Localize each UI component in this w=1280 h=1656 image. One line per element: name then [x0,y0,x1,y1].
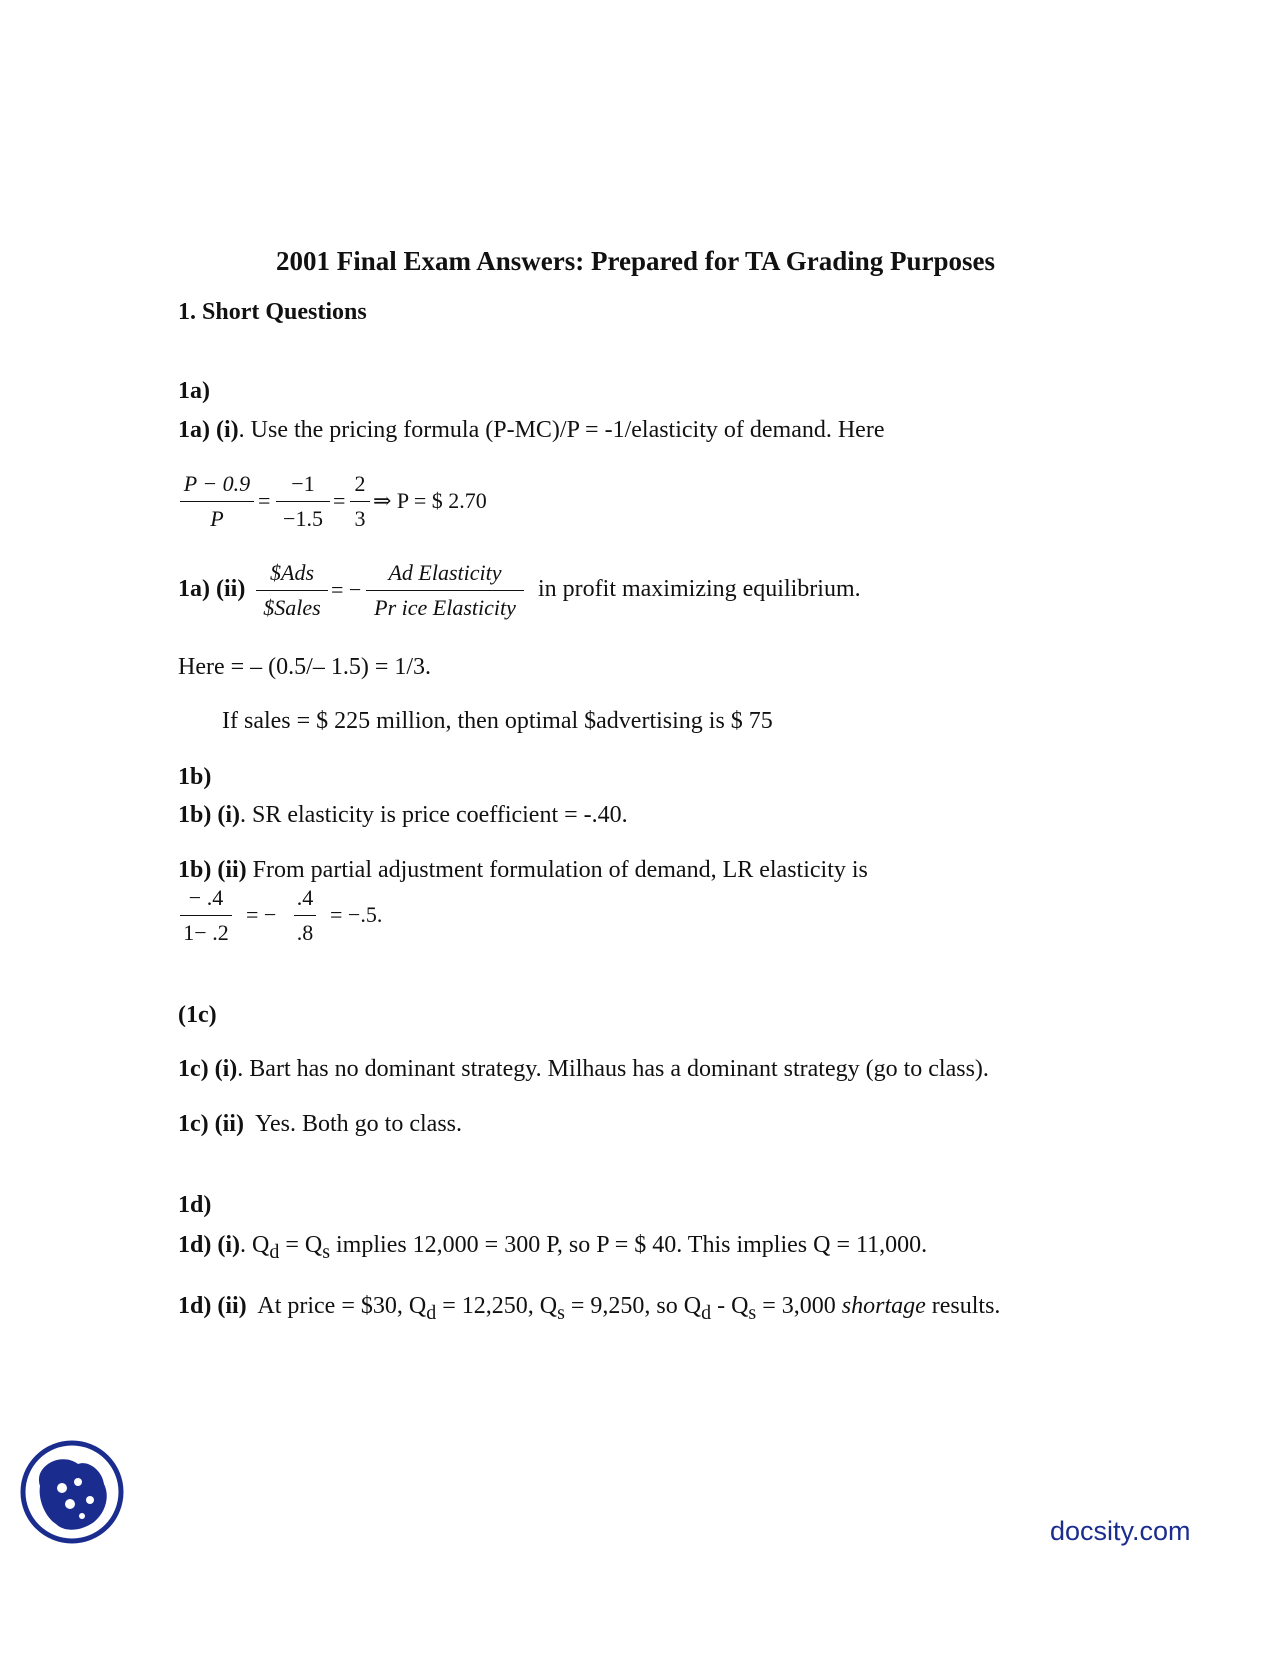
eq1-equals-a: = [258,488,271,513]
q1b-ii-text: From partial adjustment formulation of demand, LR elasticity is [252,857,868,883]
eq1-f3-den: 3 [354,506,366,531]
eq3-equals-a: = − [246,902,277,927]
q1a-sales: If sales = $ 225 million, then optimal $advertising is $ 75 [222,708,773,734]
eq3-f2-num: .4 [296,885,314,910]
q1a-i-line [178,416,884,444]
q1d-i-sub-s: s [322,1240,331,1263]
q1d-ii-label: 1d) (ii) [178,1293,247,1319]
q1c-i-label: 1c) (i) [178,1056,238,1082]
q1d-ii-sub-s2: s [748,1301,757,1324]
q1d-ii-e: = 3,000 [756,1293,842,1319]
q1b-i-line [178,801,628,829]
eq2-fraction-1 [256,559,328,622]
page-title: 2001 Final Exam Answers: Prepared for TA Grading Purposes [276,246,996,276]
q1d-i-q: . Q [240,1232,270,1258]
q1d-ii-line [178,1292,1000,1327]
eq3-f2-den: .8 [296,920,314,945]
q1b-i-text: . SR elasticity is price coefficient = -.40. [240,802,628,828]
q1d-i-sub-d: d [269,1240,280,1263]
eq1-fraction-1 [180,470,254,533]
eq1-f1-den: P [210,506,224,531]
q1b-header: 1b) [178,764,212,790]
q1d-ii-f: results. [925,1293,1001,1319]
eq3-fraction-2 [294,884,316,947]
eq1-equals-b: = [333,488,346,513]
eq2-f2-num: Ad Elasticity [388,560,502,585]
eq2-suffix: in profit maximizing equilibrium. [538,576,861,602]
eq1-f1-num: P − 0.9 [183,471,251,496]
q1c-header: (1c) [178,1002,217,1028]
q1d-ii-sub-d2: d [701,1301,712,1324]
q1d-i-line [178,1231,927,1266]
eq1-result: ⇒ P = $ 2.70 [373,488,487,513]
q1d-ii-italic: shortage [841,1293,926,1319]
eq1-f2-num: −1 [291,471,315,496]
eq2-f1-num: $Ads [270,560,314,585]
q1d-i-label: 1d) (i) [178,1232,240,1258]
q1b-ii-line [178,856,868,884]
eq3-f1-den: 1− .2 [183,920,229,945]
q1c-i-line [178,1055,989,1083]
eq2-f1-den: $Sales [263,595,321,620]
q1b-ii-label: 1b) (ii) [178,857,247,883]
q1b-i-label: 1b) (i) [178,802,240,828]
eq2-fraction-2 [366,559,524,622]
q1d-ii-sub-d1: d [426,1301,437,1324]
eq3-f1-num: − .4 [188,885,224,910]
q1a-header: 1a) [178,378,210,404]
q1c-ii-line [178,1110,462,1138]
q1d-ii-a: At price = $30, Q [257,1293,427,1319]
eq2-f2-den: Pr ice Elasticity [374,595,516,620]
eq1-fraction-2 [276,470,330,533]
eq1-f3-num: 2 [354,471,366,496]
q1c-ii-label: 1c) (ii) [178,1111,244,1137]
eq1-fraction-3 [350,470,370,533]
eq3-result: = −.5. [330,902,383,927]
q1a-i-label: 1a) (i) [178,417,239,443]
q1a-here: Here = – (0.5/– 1.5) = 1/3. [178,654,432,680]
q1a-i-text: . Use the pricing formula (P-MC)/P = -1/elasticity of demand. Here [238,417,885,443]
q1c-i-text: . Bart has no dominant strategy. Milhaus has a dominant strategy (go to class). [237,1056,989,1082]
eq1-f2-den: −1.5 [283,506,323,531]
section-heading: 1. Short Questions [178,299,367,325]
docsity-brand-link[interactable]: docsity.com [1050,1516,1191,1546]
q1d-header: 1d) [178,1192,212,1218]
q1d-i-text: implies 12,000 = 300 P, so P = $ 40. This implies Q = 11,000. [330,1232,928,1258]
q1d-i-eq: = Q [279,1232,323,1258]
docsity-logo-icon[interactable] [20,1440,124,1544]
q1d-ii-sub-s1: s [557,1301,565,1324]
q1a-ii-label: 1a) (ii) [178,576,246,602]
eq2-mid: = − [331,577,362,602]
q1d-ii-d: - Q [711,1293,749,1319]
q1d-ii-b: = 12,250, Q [436,1293,558,1319]
eq3-fraction-1 [180,884,232,947]
q1c-ii-text: Yes. Both go to class. [255,1111,462,1137]
q1d-ii-c: = 9,250, so Q [564,1293,702,1319]
